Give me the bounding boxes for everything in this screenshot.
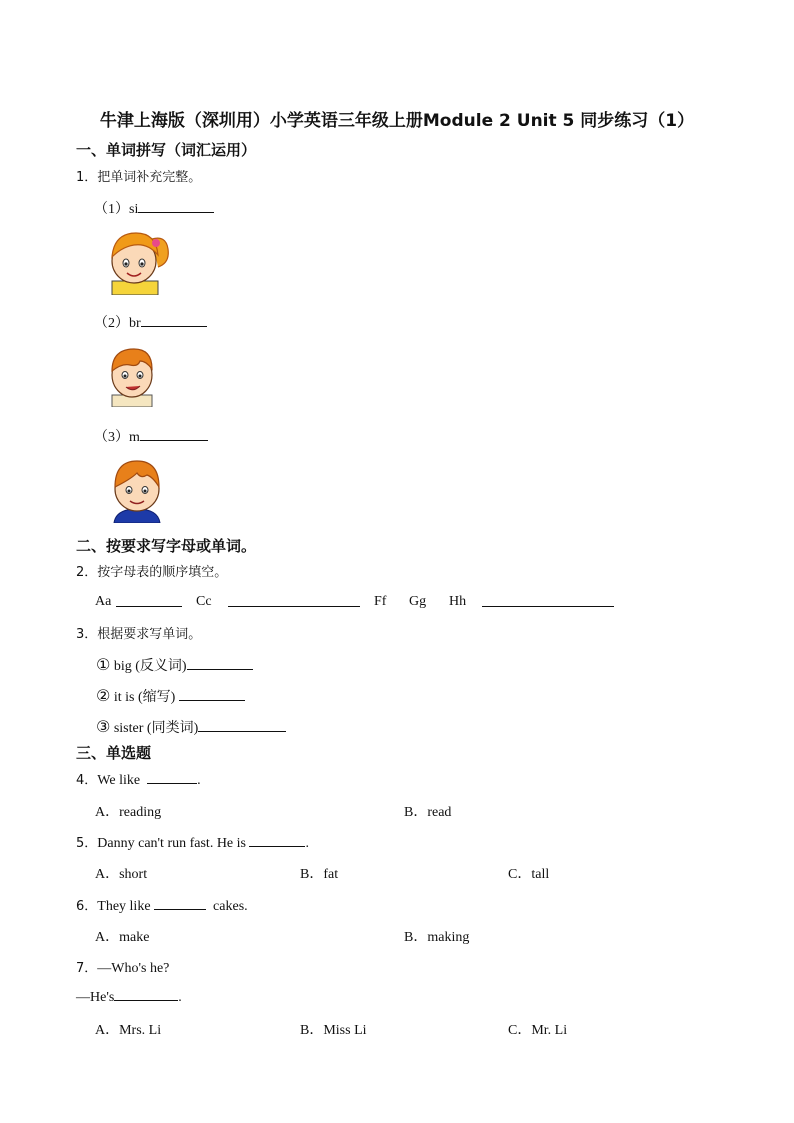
boy-face-icon xyxy=(104,457,170,523)
option-7c[interactable]: C．Mr. Li xyxy=(508,1023,568,1038)
item-hint: (同类词) xyxy=(146,721,199,736)
question-7-line-2 xyxy=(76,988,182,1006)
item-label: （3）m xyxy=(94,430,140,445)
page-title: 牛津上海版（深圳用）小学英语三年级上册Module 2 Unit 5 同步练习（1） xyxy=(99,111,695,131)
girl-face-icon xyxy=(100,225,172,295)
letter-hh: Hh xyxy=(449,594,467,609)
answer-blank[interactable] xyxy=(228,594,360,607)
q3-item-2 xyxy=(96,686,245,706)
option-7b[interactable]: B．Miss Li xyxy=(300,1023,367,1038)
question-line-1: —Who's he? xyxy=(97,961,170,976)
answer-blank[interactable] xyxy=(141,314,207,327)
question-stem: 根据要求写单词。 xyxy=(97,627,202,642)
section-heading-3: 三、单选题 xyxy=(76,744,152,762)
question-number: 6． xyxy=(76,899,98,914)
question-number: 1． xyxy=(76,170,98,185)
question-number: 7． xyxy=(76,961,98,976)
answer-blank[interactable] xyxy=(147,771,197,784)
q3-item-3 xyxy=(96,717,286,737)
question-stem: They like xyxy=(97,899,151,914)
option-6b[interactable]: B．making xyxy=(404,930,470,945)
answer-blank[interactable] xyxy=(198,719,286,732)
q3-item-1 xyxy=(96,655,253,675)
answer-suffix: . xyxy=(178,990,182,1005)
question-stem: 按字母表的顺序填空。 xyxy=(97,565,228,580)
answer-blank[interactable] xyxy=(249,834,305,847)
answer-prefix: —He's xyxy=(76,990,115,1005)
item-word: sister xyxy=(113,721,144,736)
letter-ff: Ff xyxy=(374,594,387,609)
answer-blank[interactable] xyxy=(154,897,206,910)
letter-cc: Cc xyxy=(196,594,212,609)
question-stem: 把单词补充完整。 xyxy=(97,170,202,185)
letter-gg: Gg xyxy=(409,594,427,609)
answer-blank[interactable] xyxy=(482,594,614,607)
item-label: （2）br xyxy=(94,316,141,331)
question-6 xyxy=(76,895,248,915)
question-stem-end: cakes. xyxy=(213,899,248,914)
option-5c[interactable]: C．tall xyxy=(508,867,550,882)
q1-item-1 xyxy=(94,198,214,218)
item-word: it is xyxy=(113,690,135,705)
item-hint: (反义词) xyxy=(135,659,187,674)
question-stem: Danny can't run fast. He is xyxy=(97,836,246,851)
option-7a[interactable]: A．Mrs. Li xyxy=(95,1023,162,1038)
answer-blank[interactable] xyxy=(179,688,245,701)
option-4a[interactable]: A．reading xyxy=(95,805,162,820)
option-5b[interactable]: B．fat xyxy=(300,867,339,882)
section-heading-2: 二、按要求写字母或单词。 xyxy=(76,537,257,555)
circled-number: ③ xyxy=(96,717,111,736)
question-number: 5． xyxy=(76,836,98,851)
q1-item-2 xyxy=(94,312,207,332)
question-4 xyxy=(76,769,201,789)
boy-face-icon xyxy=(102,343,162,407)
question-2 xyxy=(76,561,227,581)
question-5 xyxy=(76,832,309,852)
question-3 xyxy=(76,623,201,643)
question-stem: We like xyxy=(97,773,141,788)
option-6a[interactable]: A．make xyxy=(95,930,150,945)
question-number: 3． xyxy=(76,627,98,642)
item-hint: (缩写) xyxy=(137,690,176,705)
q1-item-3 xyxy=(94,426,208,446)
option-4b[interactable]: B．read xyxy=(404,805,452,820)
section-heading-1: 一、单词拼写（词汇运用） xyxy=(76,141,257,159)
item-word: big xyxy=(113,659,132,674)
item-label: （1）si xyxy=(94,202,139,217)
question-number: 4． xyxy=(76,773,98,788)
circled-number: ① xyxy=(96,655,111,674)
letter-aa: Aa xyxy=(95,594,112,609)
question-7 xyxy=(76,957,169,977)
question-number: 2． xyxy=(76,565,98,580)
question-stem-end: . xyxy=(197,773,201,788)
answer-blank[interactable] xyxy=(114,988,178,1001)
circled-number: ② xyxy=(96,686,111,705)
answer-blank[interactable] xyxy=(187,657,253,670)
answer-blank[interactable] xyxy=(116,594,182,607)
answer-blank[interactable] xyxy=(140,428,208,441)
question-stem-end: . xyxy=(305,836,309,851)
answer-blank[interactable] xyxy=(138,200,214,213)
option-5a[interactable]: A．short xyxy=(95,867,148,882)
question-1 xyxy=(76,166,201,186)
